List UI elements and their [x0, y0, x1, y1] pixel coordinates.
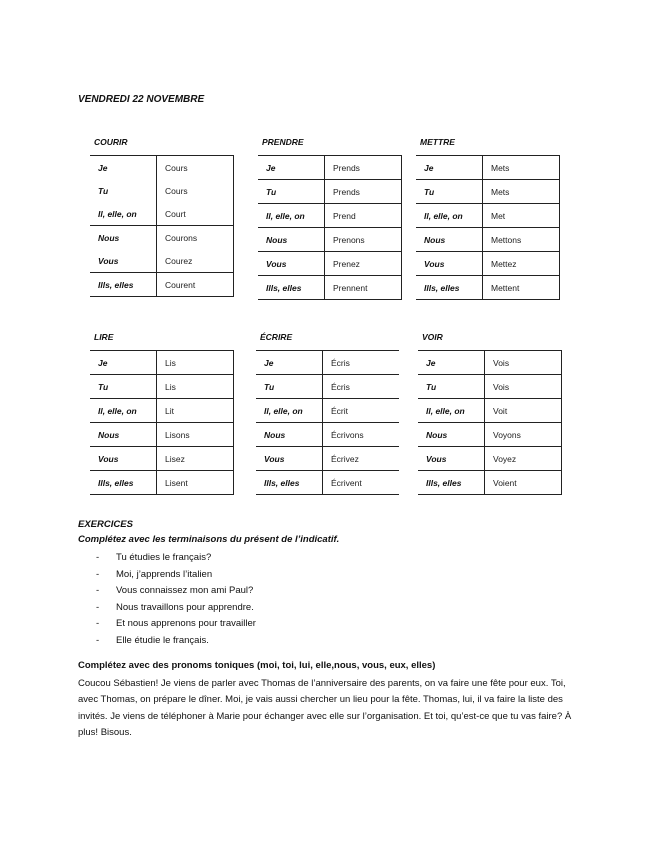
form-cell: Voyez — [485, 447, 562, 471]
form-cell: Écrivons — [323, 423, 400, 447]
pronoun-cell: Tu — [418, 375, 485, 399]
pronoun-cell: Ills, elles — [258, 276, 325, 300]
pronoun-cell: Tu — [90, 179, 157, 202]
verb-title: LIRE — [94, 332, 114, 342]
pronoun-cell: Il, elle, on — [418, 399, 485, 423]
verb-title: ÉCRIRE — [260, 332, 293, 342]
pronoun-cell: Ills, elles — [256, 471, 323, 495]
form-cell: Mettons — [483, 228, 560, 252]
pronoun-cell: Tu — [416, 180, 483, 204]
form-cell: Courez — [157, 249, 234, 273]
form-cell: Écrivent — [323, 471, 400, 495]
exercise-list — [96, 550, 256, 649]
pronoun-cell: Je — [256, 351, 323, 375]
conjugation-mettre — [416, 137, 566, 300]
form-cell: Cours — [157, 156, 234, 180]
pronouns-title: Complétez avec des pronoms toniques (moi, toi, lui, elle,nous, vous, eux, elles) — [78, 660, 436, 671]
list-item — [96, 616, 256, 633]
form-cell: Mettez — [483, 252, 560, 276]
list-item — [96, 550, 256, 567]
pronoun-cell: Il, elle, on — [90, 399, 157, 423]
conjugation-lire — [90, 332, 240, 495]
conjugation-table — [258, 155, 402, 300]
pronoun-cell: Nous — [256, 423, 323, 447]
form-cell: Voit — [485, 399, 562, 423]
form-cell: Lis — [157, 375, 234, 399]
conjugation-table — [416, 155, 560, 300]
form-cell: Écrivez — [323, 447, 400, 471]
exercise-text: Vous connaissez mon ami Paul? — [116, 585, 254, 596]
pronoun-cell: Il, elle, on — [416, 204, 483, 228]
form-cell: Met — [483, 204, 560, 228]
conjugation-ecrire — [256, 332, 406, 495]
pronoun-cell: Je — [90, 156, 157, 180]
form-cell: Prends — [325, 180, 402, 204]
form-cell: Courent — [157, 273, 234, 297]
exercises-title: EXERCICES — [78, 519, 133, 530]
bullet-dash: - — [96, 568, 100, 580]
conjugation-courir — [90, 137, 240, 297]
verb-title: COURIR — [94, 137, 128, 147]
form-cell: Mets — [483, 180, 560, 204]
conjugation-prendre — [258, 137, 408, 300]
form-cell: Écrit — [323, 399, 400, 423]
form-cell: Lit — [157, 399, 234, 423]
form-cell: Lis — [157, 351, 234, 375]
bullet-dash: - — [96, 618, 100, 629]
pronoun-cell: Nous — [258, 228, 325, 252]
bullet-dash: - — [96, 601, 100, 613]
pronoun-cell: Vous — [258, 252, 325, 276]
bullet-dash: - — [96, 634, 100, 646]
form-cell: Court — [157, 202, 234, 226]
list-item — [96, 633, 256, 650]
pronoun-cell: Il, elle, on — [258, 204, 325, 228]
exercise-text: Nous travaillons pour apprendre. — [116, 601, 254, 613]
pronoun-cell: Tu — [256, 375, 323, 399]
pronoun-cell: Je — [416, 156, 483, 180]
verb-title: METTRE — [420, 137, 455, 147]
conjugation-voir — [418, 332, 568, 495]
form-cell: Vois — [485, 375, 562, 399]
pronoun-cell: Ills, elles — [416, 276, 483, 300]
form-cell: Écris — [323, 375, 400, 399]
form-cell: Courons — [157, 226, 234, 250]
exercise-text: Et nous apprenons pour travailler — [116, 618, 256, 629]
pronoun-cell: Je — [258, 156, 325, 180]
verb-title: VOIR — [422, 332, 443, 342]
pronoun-cell: Il, elle, on — [256, 399, 323, 423]
form-cell: Prenez — [325, 252, 402, 276]
pronoun-cell: Nous — [416, 228, 483, 252]
pronoun-cell: Tu — [258, 180, 325, 204]
conjugation-table — [90, 155, 234, 297]
conjugation-table — [256, 350, 399, 495]
form-cell: Voient — [485, 471, 562, 495]
pronoun-cell: Nous — [418, 423, 485, 447]
form-cell: Prend — [325, 204, 402, 228]
pronoun-cell: Vous — [418, 447, 485, 471]
pronouns-paragraph: Coucou Sébastien! Je viens de parler avec Thomas de l’anniversaire des parents, on va faire une fête pour eux. Toi, avec Thomas, on prépare le dîner. Moi, je vais aussi chercher un lieu pour la fête. Thomas, lui, il va faire la liste des invités. Je viens de téléphoner à Marie pour échanger avec elle sur l’organisation. Et toi, qu’est-ce que tu vas faire? À plus! Bisous. — [78, 678, 572, 739]
form-cell: Prennent — [325, 276, 402, 300]
pronoun-cell: Vous — [90, 249, 157, 273]
pronoun-cell: Nous — [90, 423, 157, 447]
pronoun-cell: Il, elle, on — [90, 202, 157, 226]
form-cell: Mettent — [483, 276, 560, 300]
form-cell: Mets — [483, 156, 560, 180]
form-cell: Écris — [323, 351, 400, 375]
list-item — [96, 567, 256, 584]
form-cell: Lisons — [157, 423, 234, 447]
pronoun-cell: Je — [418, 351, 485, 375]
pronoun-cell: Je — [90, 351, 157, 375]
form-cell: Voyons — [485, 423, 562, 447]
conjugation-table — [418, 350, 562, 495]
pronoun-cell: Tu — [90, 375, 157, 399]
page-date: VENDREDI 22 NOVEMBRE — [78, 94, 205, 105]
verb-title: PRENDRE — [262, 137, 304, 147]
list-item — [96, 600, 256, 617]
bullet-dash: - — [96, 585, 100, 596]
list-item — [96, 583, 256, 600]
form-cell: Prenons — [325, 228, 402, 252]
pronoun-cell: Ills, elles — [418, 471, 485, 495]
form-cell: Lisent — [157, 471, 234, 495]
exercise-text: Moi, j’apprends l’italien — [116, 568, 213, 580]
pronoun-cell: Ills, elles — [90, 273, 157, 297]
pronoun-cell: Vous — [416, 252, 483, 276]
form-cell: Cours — [157, 179, 234, 202]
exercises-instruction: Complétez avec les terminaisons du présent de l’indicatif. — [78, 534, 340, 545]
form-cell: Lisez — [157, 447, 234, 471]
form-cell: Vois — [485, 351, 562, 375]
conjugation-table — [90, 350, 234, 495]
form-cell: Prends — [325, 156, 402, 180]
exercise-text: Elle étudie le français. — [116, 634, 209, 646]
pronoun-cell: Vous — [256, 447, 323, 471]
exercise-text: Tu étudies le français? — [116, 552, 212, 563]
pronoun-cell: Vous — [90, 447, 157, 471]
pronoun-cell: Ills, elles — [90, 471, 157, 495]
bullet-dash: - — [96, 552, 100, 563]
pronoun-cell: Nous — [90, 226, 157, 250]
